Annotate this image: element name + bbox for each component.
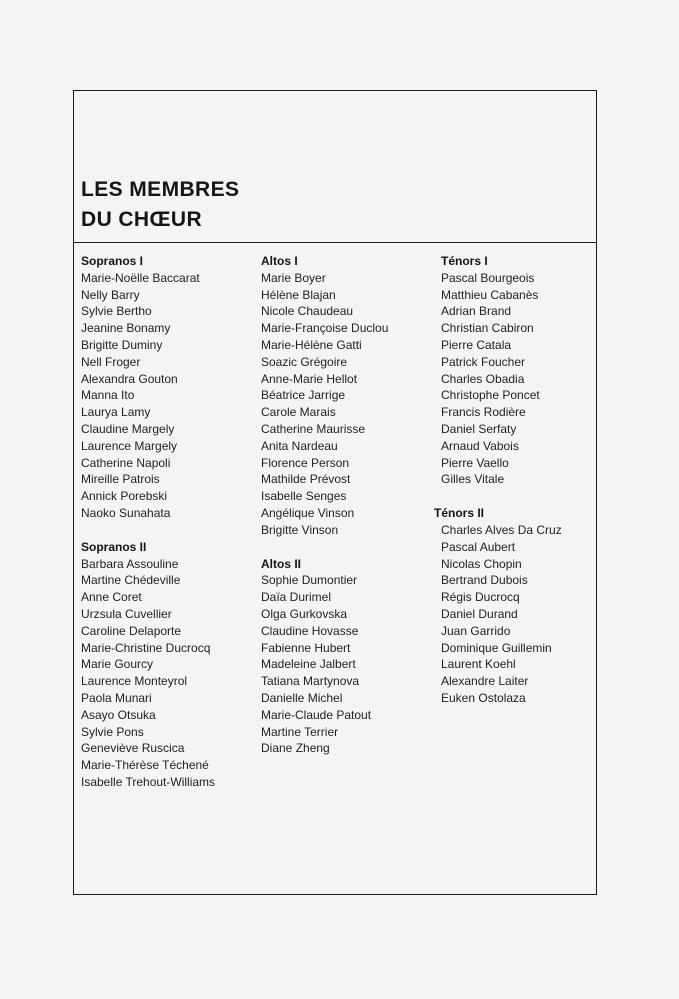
member-name: Laurence Monteyrol: [81, 674, 188, 689]
member-name: Anita Nardeau: [261, 438, 338, 453]
column-sopranos: [81, 253, 215, 808]
member-name: Paola Munari: [81, 690, 152, 705]
member-name: Pascal Bourgeois: [441, 270, 535, 285]
section-sopranos-2: [81, 539, 215, 791]
member-name: Anne-Marie Hellot: [261, 371, 358, 386]
member-name: Marie-Claude Patout: [261, 707, 372, 722]
member-name: Marie-Hélène Gatti: [261, 337, 362, 352]
member-name: Mathilde Prévost: [261, 472, 351, 487]
section-heading: Altos II: [261, 556, 302, 571]
section-heading: Ténors II: [434, 506, 485, 521]
member-name: Marie-Thérèse Téchené: [81, 758, 209, 773]
member-list: [441, 270, 562, 488]
member-name: Brigitte Duminy: [81, 337, 163, 352]
member-name: Florence Person: [261, 455, 350, 470]
member-name: Sylvie Pons: [81, 724, 144, 739]
member-name: Barbara Assouline: [81, 556, 179, 571]
member-name: Nelly Barry: [81, 287, 140, 302]
section-altos-1: [261, 253, 388, 539]
section-sopranos-1: [81, 253, 215, 522]
member-list: [441, 522, 562, 707]
member-name: Régis Ducrocq: [441, 590, 520, 605]
member-name: Catherine Maurisse: [261, 421, 366, 436]
member-name: Pascal Aubert: [441, 539, 516, 554]
member-name: Sophie Dumontier: [261, 573, 358, 588]
member-name: Claudine Hovasse: [261, 623, 359, 638]
section-heading: Sopranos II: [81, 539, 147, 554]
member-name: Pierre Catala: [441, 337, 512, 352]
member-name: Nicolas Chopin: [441, 556, 522, 571]
member-name: Adrian Brand: [441, 304, 512, 319]
section-heading: Ténors I: [441, 254, 488, 268]
member-name: Naoko Sunahata: [81, 505, 171, 520]
section-heading: Sopranos I: [81, 254, 144, 268]
member-name: Diane Zheng: [261, 741, 330, 756]
section-altos-2: [261, 556, 388, 758]
member-name: Caroline Delaporte: [81, 623, 182, 638]
section-heading: Altos I: [261, 254, 298, 268]
member-name: Juan Garrido: [441, 623, 511, 638]
page-title: [81, 175, 239, 235]
member-name: Christophe Poncet: [441, 388, 540, 403]
member-name: Nicole Chaudeau: [261, 304, 354, 319]
member-name: Patrick Foucher: [441, 354, 526, 369]
member-name: Madeleine Jalbert: [261, 657, 356, 672]
column-tenors: [434, 253, 562, 724]
member-name: Annick Porebski: [81, 489, 168, 504]
member-list: [261, 572, 388, 757]
member-name: Laurent Koehl: [441, 657, 516, 672]
member-name: Daniel Serfaty: [441, 421, 517, 436]
member-name: Arnaud Vabois: [441, 438, 519, 453]
member-name: Marie Gourcy: [81, 657, 154, 672]
member-name: Bertrand Dubois: [441, 573, 528, 588]
member-name: Dominique Guillemin: [441, 640, 552, 655]
member-name: Charles Obadia: [441, 371, 525, 386]
member-name: Euken Ostolaza: [441, 690, 526, 705]
member-name: Brigitte Vinson: [261, 522, 339, 537]
member-name: Manna Ito: [81, 388, 135, 403]
member-name: Christian Cabiron: [441, 321, 534, 336]
member-name: Isabelle Trehout-Williams: [81, 774, 216, 789]
member-name: Pierre Vaello: [441, 455, 509, 470]
member-name: Marie-Françoise Duclou: [261, 321, 389, 336]
member-name: Hélène Blajan: [261, 287, 336, 302]
member-name: Fabienne Hubert: [261, 640, 351, 655]
member-name: Alexandra Gouton: [81, 371, 178, 386]
member-name: Isabelle Senges: [261, 489, 347, 504]
member-name: Marie Boyer: [261, 270, 326, 285]
member-name: Sylvie Bertho: [81, 304, 152, 319]
title-divider: [74, 242, 596, 243]
member-name: Laurya Lamy: [81, 405, 151, 420]
member-name: Gilles Vitale: [441, 472, 505, 487]
section-tenors-1: [441, 253, 562, 488]
member-name: Danielle Michel: [261, 690, 343, 705]
member-name: Nell Froger: [81, 354, 141, 369]
member-name: Francis Rodière: [441, 405, 526, 420]
choir-members-frame: [73, 90, 597, 895]
member-name: Carole Marais: [261, 405, 336, 420]
member-name: Tatiana Martynova: [261, 674, 360, 689]
member-name: Geneviève Ruscica: [81, 741, 185, 756]
member-name: Urzsula Cuvellier: [81, 606, 172, 621]
column-altos: [261, 253, 388, 774]
member-name: Martine Terrier: [261, 724, 339, 739]
member-name: Marie-Noëlle Baccarat: [81, 270, 200, 285]
member-name: Mireille Patrois: [81, 472, 160, 487]
member-name: Daïa Durimel: [261, 590, 332, 605]
page-title-line-1: LES MEMBRES: [81, 178, 240, 201]
member-name: Daniel Durand: [441, 606, 518, 621]
member-name: Martine Chédeville: [81, 573, 181, 588]
member-name: Anne Coret: [81, 590, 142, 605]
member-name: Laurence Margely: [81, 438, 178, 453]
member-list: [81, 270, 215, 522]
member-name: Marie-Christine Ducrocq: [81, 640, 211, 655]
member-list: [81, 556, 215, 791]
member-name: Jeanine Bonamy: [81, 321, 171, 336]
page-title-line-2: DU CHŒUR: [81, 208, 203, 231]
member-name: Olga Gurkovska: [261, 606, 348, 621]
member-name: Alexandre Laiter: [441, 674, 529, 689]
member-name: Angélique Vinson: [261, 505, 355, 520]
member-name: Catherine Napoli: [81, 455, 171, 470]
member-name: Asayo Otsuka: [81, 707, 156, 722]
member-name: Charles Alves Da Cruz: [441, 522, 562, 537]
section-tenors-2: [434, 505, 562, 707]
member-name: Soazic Grégoire: [261, 354, 348, 369]
member-name: Claudine Margely: [81, 421, 175, 436]
member-name: Matthieu Cabanès: [441, 287, 539, 302]
member-list: [261, 270, 388, 539]
member-name: Béatrice Jarrige: [261, 388, 346, 403]
